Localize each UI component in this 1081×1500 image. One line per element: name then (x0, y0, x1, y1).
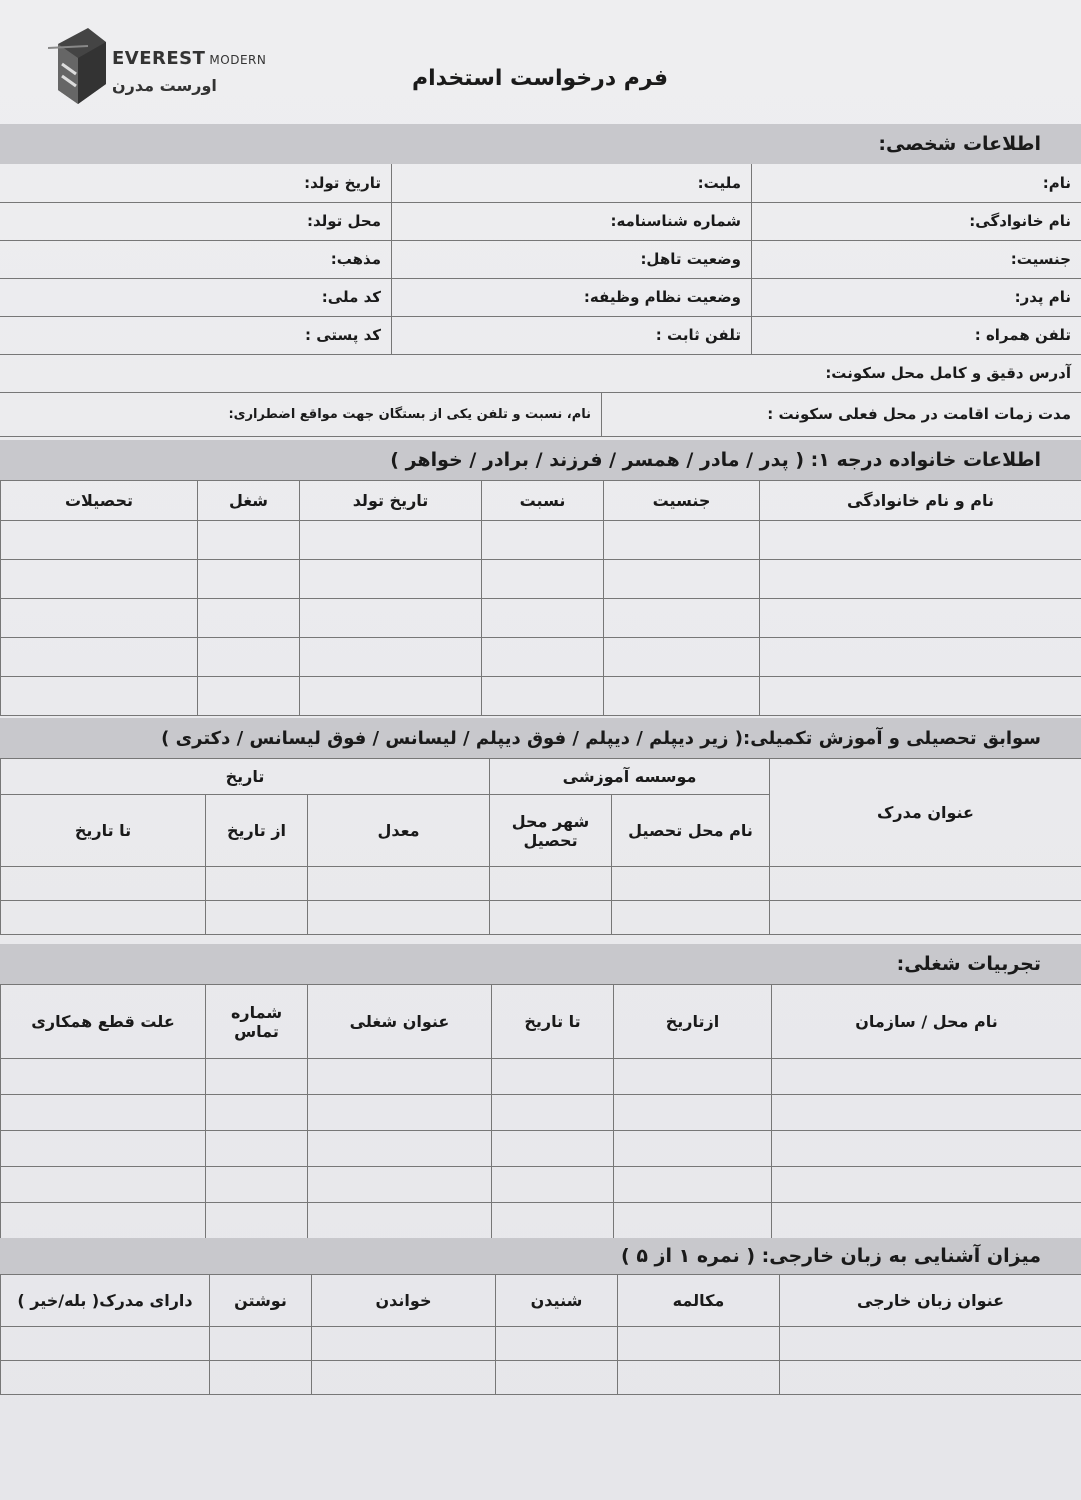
table-cell[interactable] (760, 599, 1081, 638)
field-label[interactable]: کد ملی: (321, 288, 381, 306)
address-label: آدرس دقیق و کامل محل سکونت: (825, 364, 1071, 382)
table-cell[interactable] (206, 1131, 308, 1167)
table-cell[interactable] (772, 1131, 1081, 1167)
field-label[interactable]: وضعیت نظام وظیفه: (391, 278, 751, 316)
table-cell[interactable] (614, 1059, 772, 1095)
family-table (0, 480, 1081, 716)
table-cell[interactable] (300, 599, 482, 638)
table-cell[interactable] (206, 867, 308, 901)
table-row (1, 1327, 1081, 1361)
degree-title-header: عنوان مدرک (770, 759, 1081, 867)
table-cell[interactable] (780, 1361, 1081, 1395)
table-cell[interactable] (300, 638, 482, 677)
work-table (0, 984, 1081, 1239)
table-cell[interactable] (604, 521, 760, 560)
emergency-contact-label: نام، نسبت و تلفن یکی از بستگان جهت مواقع اضطراری: (228, 406, 591, 422)
institution-header: موسسه آموزشی (490, 759, 770, 795)
table-row (1, 1095, 1081, 1131)
column-header: تحصیلات (1, 481, 198, 521)
field-label[interactable]: وضعیت تاهل: (391, 240, 751, 278)
field-label[interactable]: تلفن ثابت : (391, 316, 751, 354)
table-cell[interactable] (198, 638, 300, 677)
table-cell[interactable] (308, 1059, 492, 1095)
table-cell[interactable] (1, 1203, 206, 1239)
to-date-header: تا تاریخ (1, 795, 206, 867)
table-cell[interactable] (772, 1095, 1081, 1131)
everest-logo-icon (48, 24, 108, 110)
table-row (1, 638, 1081, 677)
column-header: نسبت (482, 481, 604, 521)
table-cell[interactable] (1, 638, 198, 677)
table-cell[interactable] (770, 867, 1081, 901)
field-label[interactable]: جنسیت: (751, 240, 1081, 278)
column-header: دارای مدرک( بله/خیر ) (1, 1275, 210, 1327)
table-row (1, 677, 1081, 716)
education-header: سوابق تحصیلی و آموزش تکمیلی:( زیر دیپلم / دیپلم / فوق دیپلم / لیسانس / فوق لیسانس / دکتری ) (0, 718, 1081, 758)
column-header: نوشتن (210, 1275, 312, 1327)
table-cell[interactable] (496, 1361, 618, 1395)
table-cell[interactable] (604, 560, 760, 599)
gpa-header: معدل (308, 795, 490, 867)
table-cell[interactable] (1, 867, 206, 901)
table-cell[interactable] (482, 638, 604, 677)
place-name-header: نام محل تحصیل (612, 795, 770, 867)
table-cell[interactable] (760, 521, 1081, 560)
residence-row (0, 392, 1081, 437)
table-cell[interactable] (312, 1327, 496, 1361)
table-cell[interactable] (780, 1327, 1081, 1361)
table-cell[interactable] (308, 1167, 492, 1203)
personal-info-row (0, 316, 1081, 355)
table-cell[interactable] (1, 1131, 206, 1167)
column-header: نام و نام خانوادگی (760, 481, 1081, 521)
personal-info-row (0, 278, 1081, 317)
table-cell[interactable] (300, 677, 482, 716)
column-header: علت قطع همکاری (1, 985, 206, 1059)
table-cell[interactable] (770, 901, 1081, 935)
table-cell[interactable] (308, 1095, 492, 1131)
table-cell[interactable] (490, 901, 612, 935)
table-row (1, 1361, 1081, 1395)
table-cell[interactable] (492, 1131, 614, 1167)
table-row (1, 599, 1081, 638)
table-cell[interactable] (198, 521, 300, 560)
table-cell[interactable] (614, 1203, 772, 1239)
table-cell[interactable] (206, 1167, 308, 1203)
table-cell[interactable] (604, 599, 760, 638)
table-cell[interactable] (760, 638, 1081, 677)
date-header: تاریخ (1, 759, 490, 795)
table-cell[interactable] (614, 1095, 772, 1131)
table-cell[interactable] (482, 560, 604, 599)
column-header: مکالمه (618, 1275, 780, 1327)
residence-duration-label: مدت زمات اقامت در محل فعلی سکونت : (601, 392, 1081, 436)
column-header: جنسیت (604, 481, 760, 521)
table-cell[interactable] (1, 1059, 206, 1095)
company-logo (48, 24, 288, 110)
address-row (0, 354, 1081, 393)
table-cell[interactable] (1, 1361, 210, 1395)
table-cell[interactable] (760, 677, 1081, 716)
table-cell[interactable] (492, 1167, 614, 1203)
column-header: شماره تماس (206, 985, 308, 1059)
field-label[interactable]: تاریخ تولد: (304, 174, 381, 192)
table-cell[interactable] (772, 1203, 1081, 1239)
language-header: میزان آشنایی به زبان خارجی: ( نمره ۱ از ۵ ) (0, 1238, 1081, 1274)
table-cell[interactable] (206, 1059, 308, 1095)
field-label[interactable]: تلفن همراه : (751, 316, 1081, 354)
field-label[interactable]: ملیت: (391, 164, 751, 202)
table-cell[interactable] (1, 1327, 210, 1361)
table-cell[interactable] (772, 1059, 1081, 1095)
table-cell[interactable] (198, 560, 300, 599)
field-label[interactable]: کد پستی : (304, 326, 381, 344)
table-cell[interactable] (308, 1131, 492, 1167)
field-label[interactable]: محل تولد: (306, 212, 381, 230)
table-cell[interactable] (492, 1059, 614, 1095)
table-cell[interactable] (308, 901, 490, 935)
column-header: ازتاریخ (614, 985, 772, 1059)
column-header: نام محل / سازمان (772, 985, 1081, 1059)
column-header: عنوان شغلی (308, 985, 492, 1059)
table-row (1, 521, 1081, 560)
table-cell[interactable] (612, 901, 770, 935)
personal-info-header: اطلاعات شخصی: (0, 124, 1081, 164)
table-cell[interactable] (1, 901, 206, 935)
table-cell[interactable] (1, 1095, 206, 1131)
field-label[interactable]: شماره شناسنامه: (391, 202, 751, 240)
table-cell[interactable] (198, 599, 300, 638)
field-label[interactable]: نام: (751, 164, 1081, 202)
table-cell[interactable] (618, 1327, 780, 1361)
table-cell[interactable] (496, 1327, 618, 1361)
column-header: عنوان زبان خارجی (780, 1275, 1081, 1327)
field-label[interactable]: مذهب: (330, 250, 381, 268)
logo-text-en: EVEREST MODERN (112, 48, 267, 69)
table-cell[interactable] (1, 1167, 206, 1203)
table-row (1, 1203, 1081, 1239)
from-date-header: از تاریخ (206, 795, 308, 867)
table-cell[interactable] (206, 1095, 308, 1131)
table-cell[interactable] (604, 638, 760, 677)
table-cell[interactable] (1, 560, 198, 599)
table-cell[interactable] (308, 1203, 492, 1239)
field-label[interactable]: نام پدر: (751, 278, 1081, 316)
table-row (1, 1059, 1081, 1095)
column-header: خواندن (312, 1275, 496, 1327)
table-cell[interactable] (206, 1203, 308, 1239)
table-cell[interactable] (1, 521, 198, 560)
column-header: شغل (198, 481, 300, 521)
table-cell[interactable] (482, 677, 604, 716)
table-cell[interactable] (210, 1361, 312, 1395)
column-header: تا تاریخ (492, 985, 614, 1059)
personal-info-row (0, 202, 1081, 241)
column-header: تاریخ تولد (300, 481, 482, 521)
table-cell[interactable] (300, 521, 482, 560)
table-cell[interactable] (760, 560, 1081, 599)
table-cell[interactable] (772, 1167, 1081, 1203)
table-cell[interactable] (210, 1327, 312, 1361)
work-experience-header: تجربیات شغلی: (0, 944, 1081, 984)
personal-info-row (0, 240, 1081, 279)
personal-info-row (0, 164, 1081, 203)
table-cell[interactable] (482, 521, 604, 560)
table-row (1, 1167, 1081, 1203)
table-cell[interactable] (1, 677, 198, 716)
table-cell[interactable] (308, 867, 490, 901)
table-row (1, 1131, 1081, 1167)
form-title: فرم درخواست استخدام (412, 66, 668, 91)
table-cell[interactable] (618, 1361, 780, 1395)
table-cell[interactable] (490, 867, 612, 901)
logo-text-fa: اورست مدرن (112, 76, 217, 95)
table-cell[interactable] (604, 677, 760, 716)
education-table (0, 758, 1081, 935)
table-cell[interactable] (300, 560, 482, 599)
table-cell[interactable] (1, 599, 198, 638)
table-cell[interactable] (614, 1131, 772, 1167)
language-table (0, 1274, 1081, 1395)
table-cell[interactable] (198, 677, 300, 716)
table-cell[interactable] (206, 901, 308, 935)
table-cell[interactable] (492, 1203, 614, 1239)
field-label[interactable]: نام خانوادگی: (751, 202, 1081, 240)
table-cell[interactable] (492, 1095, 614, 1131)
table-cell[interactable] (614, 1167, 772, 1203)
table-cell[interactable] (612, 867, 770, 901)
family-info-header: اطلاعات خانواده درجه ۱: ( پدر / مادر / همسر / فرزند / برادر / خواهر ) (0, 440, 1081, 480)
column-header: شنیدن (496, 1275, 618, 1327)
table-row (1, 560, 1081, 599)
table-cell[interactable] (312, 1361, 496, 1395)
city-header: شهر محل تحصیل (490, 795, 612, 867)
table-cell[interactable] (482, 599, 604, 638)
